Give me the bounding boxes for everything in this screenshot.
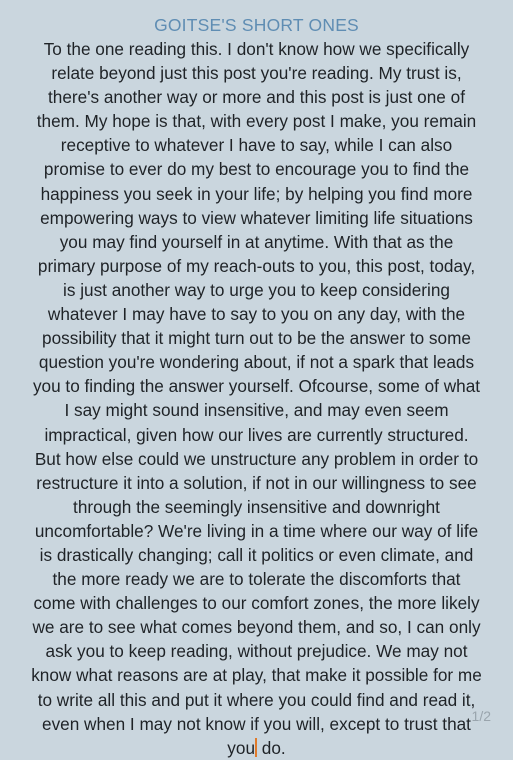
note-title: GOITSE'S SHORT ONES bbox=[154, 15, 359, 35]
page-indicator: 1/2 bbox=[471, 708, 491, 724]
note-body[interactable] bbox=[30, 37, 483, 760]
note-body-tail: do. bbox=[257, 737, 286, 758]
note-body-text: To the one reading this. I don't know how we specifically relate beyond just this post you're reading. My trust is, there's another way or more and this post is just one of them. My hope is that, with every post I make, you remain receptive to whatever I have to say, while I can also promise to ever do my best to encourage you to find the happiness you seek in your life; by helping you find more empowering ways to view whatever limiting life situations you may find yourself in at anytime. With that as the primary purpose of my reach-outs to you, this post, today, is just another way to urge you to keep considering whatever I may have to say to you on any day, with the possibility that it might turn out to be the answer to some question you're wondering about, if not a spark that leads you to finding the answer yourself. Ofcourse, some of what I say might sound insensitive, and may even seem impractical, given how our lives are currently structured. But how else could we unstructure any problem in order to restructure it into a solution, if not in our willingness to see through the seemingly insensitive and downright uncomfortable? We're living in a time where our way of life is drastically changing; call it politics or even climate, and the more ready we are to tolerate the discomforts that come with challenges to our comfort zones, the more likely we are to see what comes beyond them, and so, I can only ask you to keep reading, without prejudice. We may not know what reasons are at play, that make it possible for me to write all this and put it where you could find and read it, even when I may not know if you will, except to trust that you bbox=[31, 39, 482, 758]
